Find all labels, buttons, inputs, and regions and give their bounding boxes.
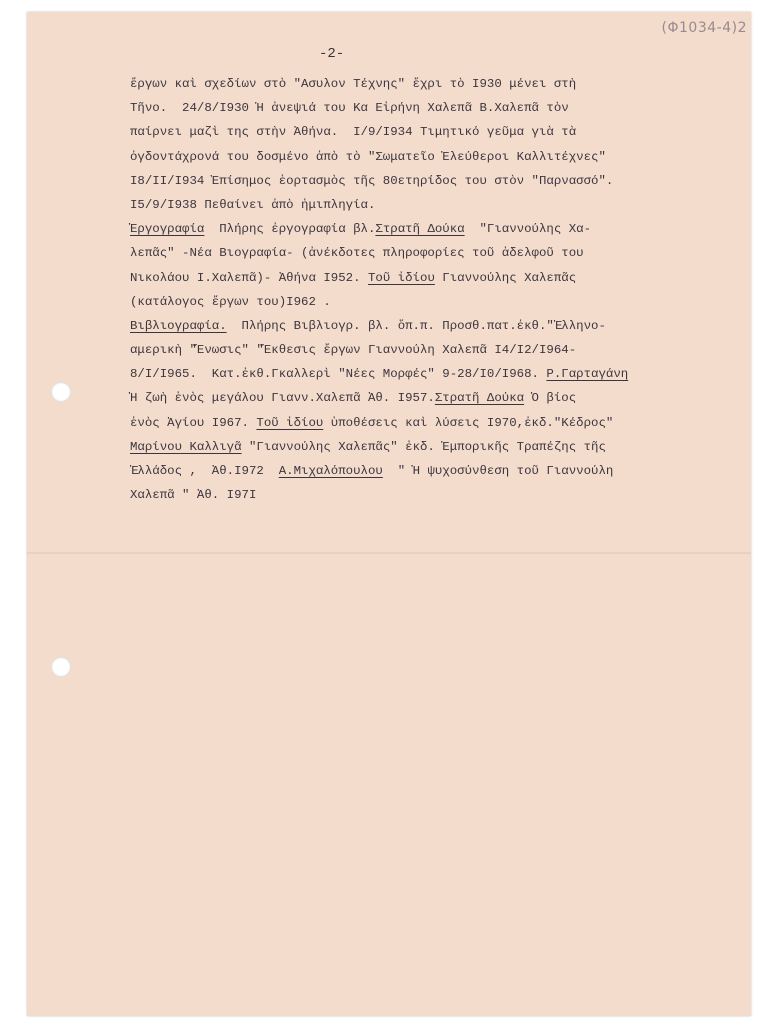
text-segment: 8/Ι/Ι965. Κατ.ἐκθ.Γκαλλερὶ "Νέες Μορφές" 9-28/Ι0/Ι968. (130, 367, 547, 382)
text-line (130, 483, 730, 507)
text-segment: λεπᾶς" -Νέα Βιογραφία- (ἀνέκδοτες πληροφορίες τοῦ ἀδελφοῦ του (130, 246, 584, 261)
text-segment: "Γιαννούλης Χαλεπᾶς" ἐκδ. Ἐμπορικῆς Τραπέζης τῆς (241, 439, 606, 454)
text-line (130, 338, 730, 362)
text-segment: Πλήρης ἐργογραφία βλ. (204, 222, 376, 237)
text-line (130, 290, 730, 314)
punch-hole-icon (51, 382, 71, 402)
text-segment: αμερικὴ "Ἕνωσις" "Ἔκθεσις ἔργων Γιαννούλη Χαλεπᾶ Ι4/Ι2/Ι964- (130, 343, 577, 358)
underlined-text: Στρατῆ Δούκα (434, 391, 525, 406)
page-fold-line (27, 552, 751, 554)
text-line (130, 145, 730, 169)
archive-code: (Φ1034-4)2 (661, 20, 747, 36)
text-segment: "Γιαννούλης Χα- (464, 222, 592, 237)
underlined-text: Ἐργογραφία (130, 222, 205, 237)
text-segment: ὀγδοντάχρονά του δοσμένο ἀπὸ τὸ "Σωματεῖο Ἐλεύθεροι Καλλιτέχνες" (130, 149, 606, 164)
text-line (130, 72, 730, 96)
text-segment: ὑποθέσεις καὶ λύσεις Ι970,ἐκδ."Κέδρος" (323, 415, 614, 430)
text-segment: Πλήρης Βιβλιογρ. βλ. ὅπ.π. Προσθ.πατ.ἐκθ."Ἑλληνο- (226, 318, 606, 333)
underlined-text: Α.Μιχαλόπουλου (278, 464, 383, 478)
text-segment: Ὁ βίος (524, 391, 577, 406)
underlined-text: Ρ.Γαρταγάνη (546, 367, 629, 382)
typed-text-body (130, 72, 730, 507)
text-line (130, 217, 730, 241)
underlined-text: Μαρίνου Καλλιγᾶ (130, 439, 242, 454)
underlined-text: Βιβλιογραφία. (130, 318, 227, 333)
text-segment: Γιαννούλης Χαλεπᾶς (434, 270, 577, 285)
text-line (130, 411, 730, 435)
text-line (130, 435, 730, 459)
text-segment: παίρνει μαζὶ της στὴν Ἀθήνα. Ι/9/Ι934 Τιμητικό γεῦμα γιὰ τὰ (130, 125, 577, 140)
text-line (130, 193, 730, 217)
text-line (130, 96, 730, 120)
text-segment: Ἑλλάδος , Ἀθ.Ι972 (130, 464, 279, 478)
text-segment: Τῆνο. 24/8/Ι930 Ἡ ἀνεψιά του Κα Εἰρήνη Χαλεπᾶ Β.Χαλεπᾶ τὸν (130, 101, 569, 116)
document-page (27, 12, 751, 1016)
text-segment: (κατάλογος ἔργων του)Ι962 . (130, 294, 331, 309)
text-segment: ἑνὸς Ἁγίου Ι967. (130, 415, 257, 430)
text-segment: Ἡ ζωὴ ἑνὸς μεγάλου Γιανν.Χαλεπᾶ Ἀθ. Ι957. (130, 391, 435, 406)
underlined-text: Τοῦ ἰδίου (256, 415, 324, 430)
punch-hole-icon (51, 657, 71, 677)
underlined-text: Στρατῆ Δούκα (375, 222, 465, 237)
text-line (130, 120, 730, 144)
text-segment: " Ἡ ψυχοσύνθεση τοῦ Γιαννούλη (382, 464, 614, 478)
text-segment: Νικολάου Ι.Χαλεπᾶ)- Ἀθήνα Ι952. (130, 270, 368, 285)
text-line (130, 314, 730, 338)
text-line (130, 386, 730, 410)
text-segment: Ι5/9/Ι938 Πεθαίνει ἀπὸ ἡμιπληγία. (130, 197, 376, 212)
text-line (130, 362, 730, 386)
text-line (130, 241, 730, 265)
underlined-text: Τοῦ ἰδίου (367, 270, 435, 285)
page-number: -2- (319, 46, 345, 62)
text-segment: ἔργων καὶ σχεδίων στὸ "Ασυλον Τέχνης" ἔχρι τὸ Ι930 μένει στὴ (130, 77, 577, 91)
text-segment: Χαλεπᾶ " Ἀθ. Ι97Ι (130, 488, 257, 503)
text-line (130, 266, 730, 290)
text-line (130, 459, 730, 483)
text-line (130, 169, 730, 193)
text-segment: Ι8/ΙΙ/Ι934 Ἐπίσημος ἑορτασμὸς τῆς 80ετηρίδος του στὸν "Παρνασσό". (130, 173, 614, 188)
